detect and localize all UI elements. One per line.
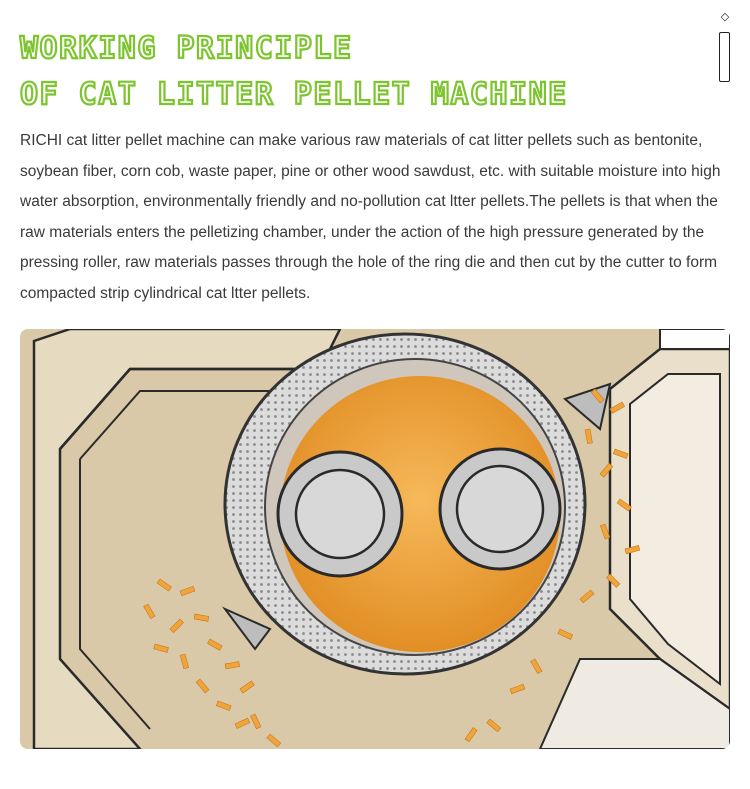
- title-line-1: WORKING PRINCIPLE: [20, 31, 353, 66]
- title-line-2: OF CAT LITTER PELLET MACHINE: [20, 77, 568, 112]
- machine-illustration: [20, 329, 730, 749]
- description-paragraph: RICHI cat litter pellet machine can make various raw materials of cat litter pellets such as bentonite, soybean fiber, corn cob, waste paper, pine or other wood sawdust, etc. with suitable moisture into high water absorption, environmentally friendly and no-pollution cat ltter pellets.The pellets is that when the raw materials enters the pelletizing chamber, under the action of the high pressure generated by the pressing roller, raw materials passes through the hole of the ring die and then cut by the cutter to form compacted strip cylindrical cat ltter pellets.: [20, 132, 721, 302]
- scrollbar[interactable]: [719, 32, 730, 82]
- diamond-arrow-icon[interactable]: ◇: [720, 11, 730, 23]
- ring-die-diagram: [20, 329, 730, 749]
- page-title: [20, 26, 568, 118]
